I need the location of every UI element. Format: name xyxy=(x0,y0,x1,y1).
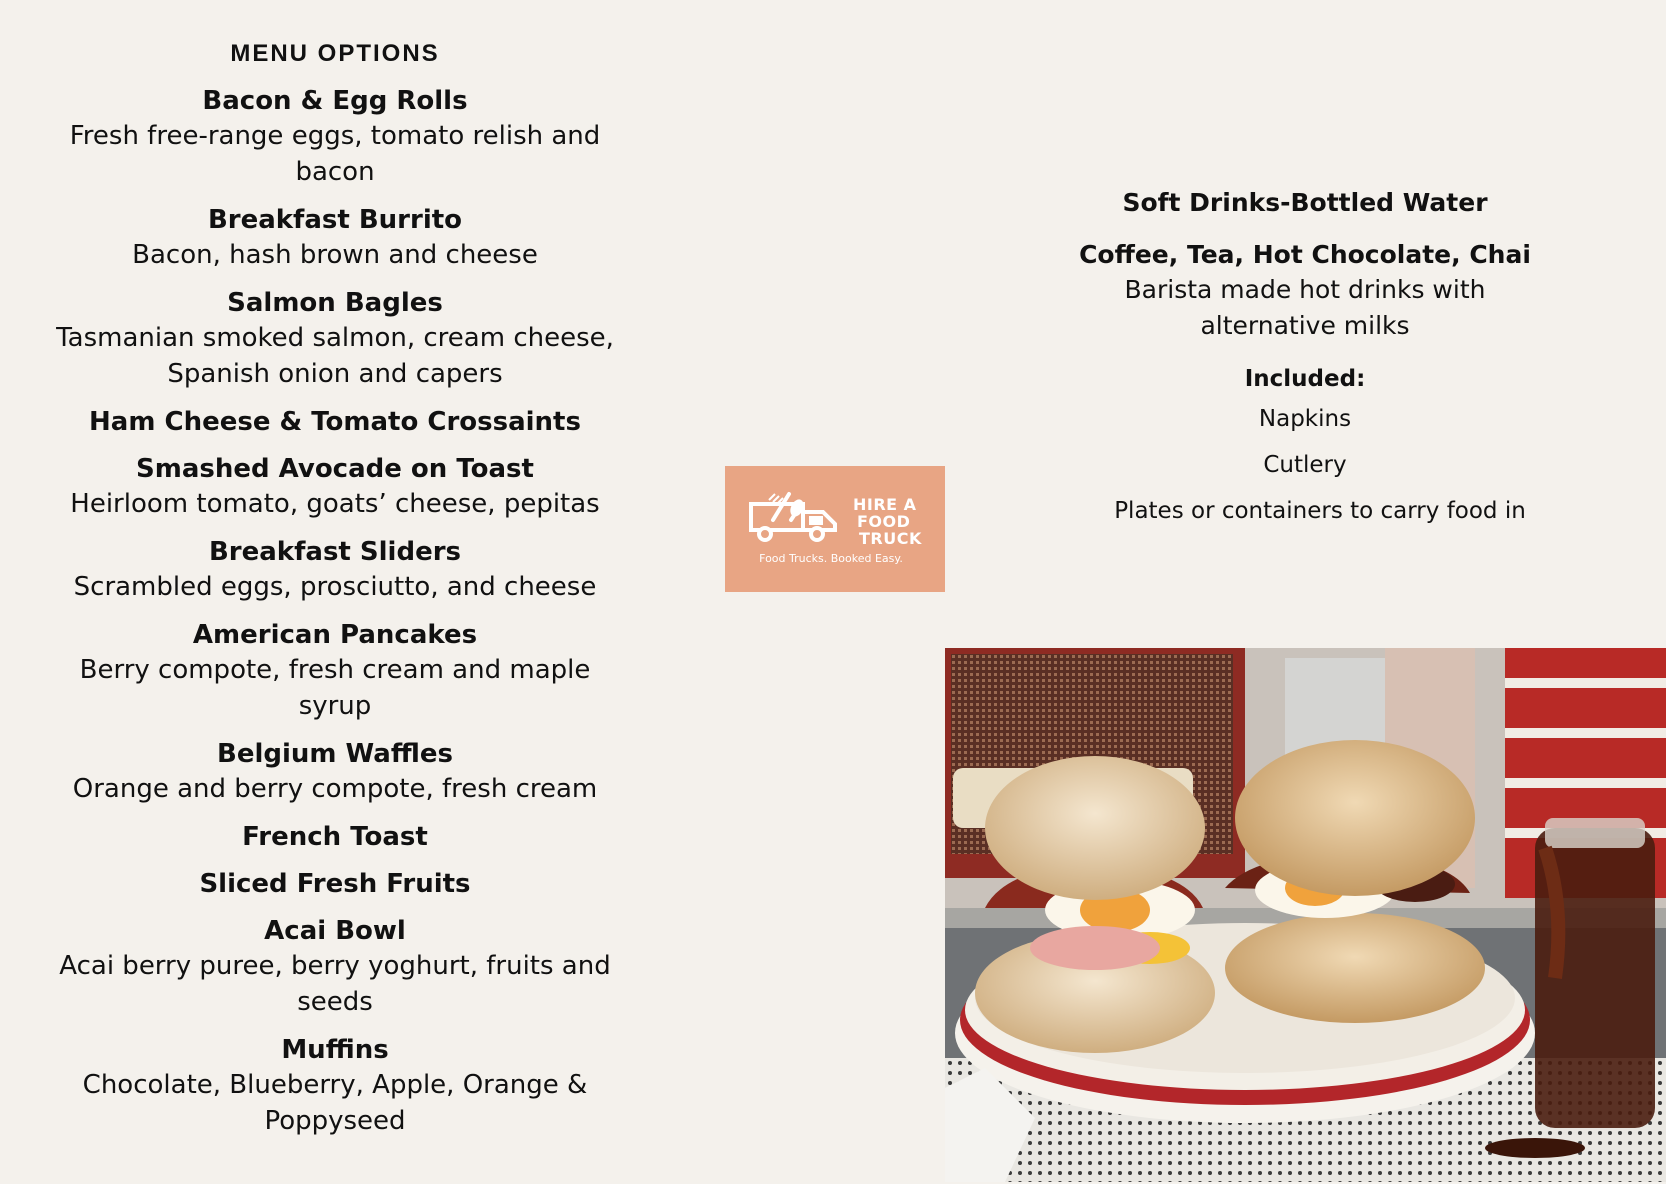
menu-item-name: Acai Bowl xyxy=(264,916,406,946)
logo-wordmark xyxy=(853,496,922,547)
logo-tagline: Food Trucks. Booked Easy. xyxy=(759,552,903,565)
menu-item xyxy=(25,1033,645,1139)
menu-item-name: Smashed Avocade on Toast xyxy=(136,454,534,484)
menu-item-name: Belgium Waffles xyxy=(217,739,453,769)
menu-item-description: Chocolate, Blueberry, Apple, Orange & Poppyseed xyxy=(82,1070,588,1136)
drink-description: Barista made hot drinks with alternative milks xyxy=(1124,275,1486,340)
drink-name: Coffee, Tea, Hot Chocolate, Chai xyxy=(1079,240,1531,269)
menu-item xyxy=(25,452,645,522)
menu-item-name: Salmon Bagles xyxy=(227,288,443,318)
logo-line: TRUCK xyxy=(859,529,922,548)
menu-item xyxy=(25,286,645,392)
included-item: Napkins xyxy=(1258,406,1352,432)
menu-item-description: Tasmanian smoked salmon, cream cheese, Spanish onion and capers xyxy=(56,323,614,389)
logo-line: FOOD xyxy=(857,512,911,531)
menu-item-description: Fresh free-range eggs, tomato relish and bacon xyxy=(69,121,601,187)
menu-item xyxy=(25,737,645,807)
drink-name: Soft Drinks-Bottled Water xyxy=(1122,188,1488,217)
menu-item-name: Sliced Fresh Fruits xyxy=(199,869,471,899)
menu-item xyxy=(25,84,645,190)
drink-item xyxy=(1030,238,1580,344)
menu-heading: MENU OPTIONS xyxy=(230,40,440,67)
menu-item xyxy=(25,405,645,439)
menu-item xyxy=(25,618,645,724)
menu-item-description: Scrambled eggs, prosciutto, and cheese xyxy=(73,572,597,602)
menu-item-name: Muffins xyxy=(281,1035,389,1065)
menu-item-name: Bacon & Egg Rolls xyxy=(202,86,468,116)
menu-item-name: Breakfast Burrito xyxy=(207,205,463,235)
menu-item xyxy=(25,914,645,1020)
logo-line: HIRE A xyxy=(853,495,917,514)
included-item: Cutlery xyxy=(1263,452,1347,478)
menu-item-name: Breakfast Sliders xyxy=(208,537,461,567)
included-title: Included: xyxy=(1244,366,1366,392)
menu-item xyxy=(25,867,645,901)
drinks-section xyxy=(1030,186,1580,540)
menu-item-name: French Toast xyxy=(242,822,428,852)
menu-options-section xyxy=(25,40,645,1152)
menu-item xyxy=(25,535,645,605)
included-item: Plates or containers to carry food in xyxy=(1114,498,1526,524)
drink-item xyxy=(1030,186,1580,220)
menu-item-description: Berry compote, fresh cream and maple syrup xyxy=(79,655,591,721)
menu-item-description: Bacon, hash brown and cheese xyxy=(132,240,538,270)
menu-item-name: Ham Cheese & Tomato Crossaints xyxy=(89,407,581,437)
menu-item-description: Heirloom tomato, goats’ cheese, pepitas xyxy=(70,489,600,519)
bacon-egg-rolls-photo xyxy=(945,648,1666,1182)
menu-item xyxy=(25,203,645,273)
menu-item-name: American Pancakes xyxy=(192,620,478,650)
food-truck-icon xyxy=(745,490,849,546)
menu-item-description: Orange and berry compote, fresh cream xyxy=(72,774,598,804)
menu-item-description: Acai berry puree, berry yoghurt, fruits and seeds xyxy=(59,951,611,1017)
menu-item xyxy=(25,820,645,854)
hire-a-food-truck-logo xyxy=(725,466,945,592)
